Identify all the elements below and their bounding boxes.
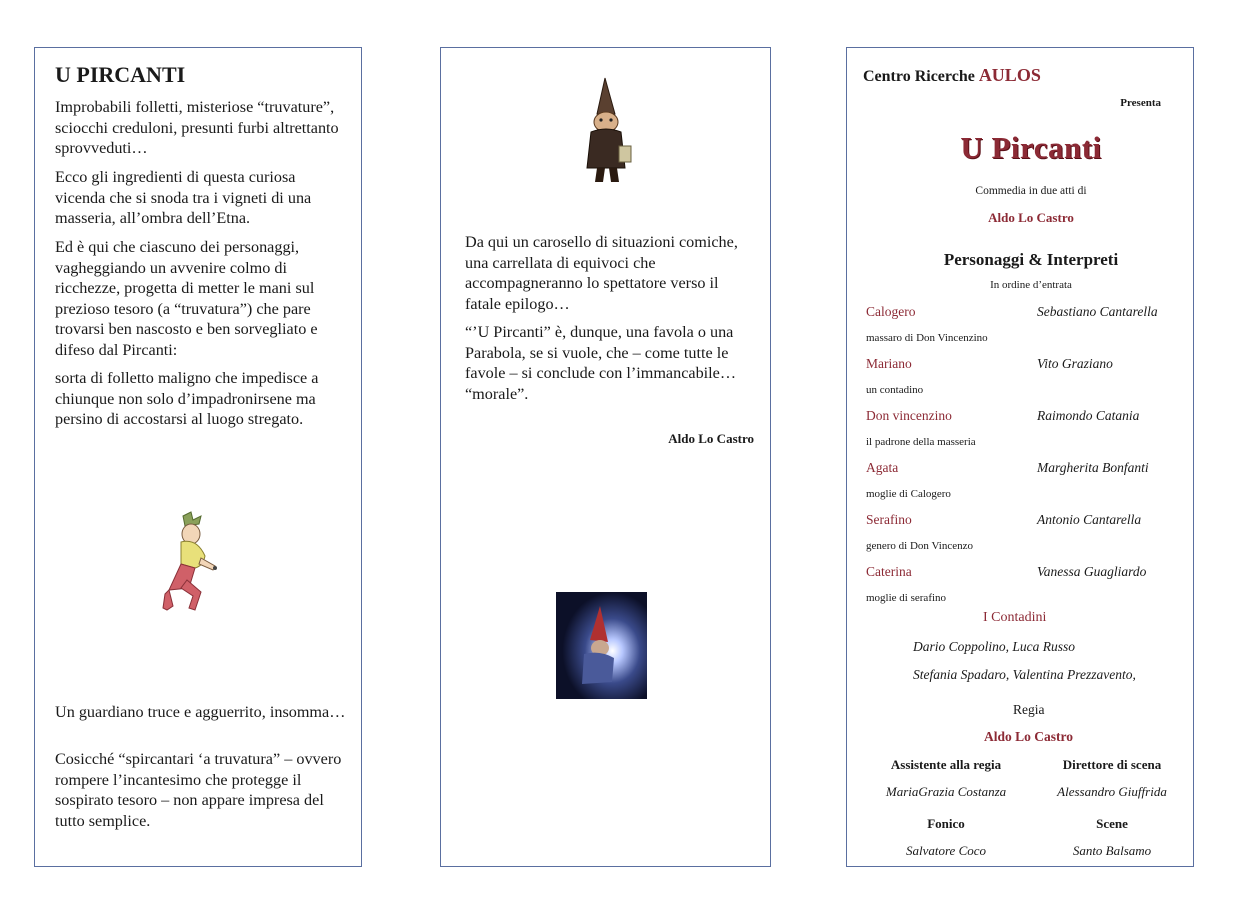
subtitle: Commedia in due atti di	[975, 185, 1087, 197]
cast-actor-name: Sebastiano Cantarella	[1037, 304, 1158, 319]
elf-illustration	[155, 510, 225, 616]
guardian-paragraph: Un guardiano truce e agguerrito, insomma…	[55, 703, 346, 721]
aulos-label: AULOS	[978, 65, 1041, 85]
contadini-heading: I Contadini	[983, 610, 1047, 625]
producer-line	[863, 65, 1041, 86]
intro-paragraph: Improbabili folletti, misteriose “truvature”, sciocchi creduloni, presunti furbi altrettanto sprovveduti…	[55, 98, 339, 157]
panel-right	[846, 47, 1194, 867]
contadini-line-2: Stefania Spadaro, Valentina Prezzavento,	[913, 667, 1136, 682]
cast-actor-name: Raimondo Catania	[1037, 408, 1140, 423]
carousel-paragraph: Da qui un carosello di situazioni comiche, una carrellata di equivoci che accompagneranno lo spettatore verso il fatale epilogo…	[465, 233, 738, 313]
spell-paragraph: Cosicché “spircantari ‘a truvatura” – ovvero rompere l’incantesimo che protegge il sospirato tesoro – non appare impresa del tutto semplice.	[55, 750, 342, 830]
scenery-name: Santo Balsamo	[1072, 843, 1152, 858]
cast-character-name: Don vincenzino	[866, 408, 952, 423]
stage-director-name: Alessandro Giuffrida	[1057, 784, 1167, 799]
ingredients-paragraph: Ecco gli ingredienti di questa curiosa vicenda che si snoda tra i vigneti di una masseria, all’ombra dell’Etna.	[55, 168, 312, 227]
author-name: Aldo Lo Castro	[988, 210, 1074, 225]
cast-role-description: genero di Don Vincenzo	[866, 540, 973, 552]
show-title: U Pircanti	[960, 130, 1102, 165]
cast-character-name: Serafino	[866, 512, 912, 527]
stage-director-label: Direttore di scena	[1062, 757, 1162, 772]
presenta-label: Presenta	[1120, 97, 1161, 109]
fable-paragraph: “’U Pircanti” è, dunque, una favola o una Parabola, se si vuole, che – come tutte le favole – si conclude con l’immancabile… “morale”.	[465, 323, 737, 403]
panel-left	[34, 47, 362, 867]
cast-role-description: un contadino	[866, 384, 924, 396]
panel-title: U PIRCANTI	[55, 62, 186, 87]
cast-actor-name: Antonio Cantarella	[1037, 512, 1142, 527]
contadini-line-1: Dario Coppolino, Luca Russo	[913, 639, 1076, 654]
regia-label: Regia	[1013, 702, 1045, 717]
cast-role-description: il padrone della masseria	[866, 436, 976, 448]
treasure-paragraph: Ed è qui che ciascuno dei personaggi, vagheggiando un avvenire colmo di ricchezze, progetta di metter le mani sul prezioso tesoro (a “truvatura”) che pare trovarsi ben nascosto e ben sorvegliato e difeso dal Pircanti:	[55, 238, 318, 359]
cast-role-description: moglie di serafino	[866, 592, 947, 604]
cast-actor-name: Vanessa Guagliardo	[1037, 564, 1147, 579]
cast-role-description: moglie di Calogero	[866, 488, 951, 500]
cast-character-name: Mariano	[866, 356, 912, 371]
assistant-label: Assistente alla regia	[890, 757, 1002, 772]
cast-heading: Personaggi & Interpreti	[943, 250, 1119, 269]
pircanti-paragraph: sorta di folletto maligno che impedisce a chiunque non solo d’impadronirsene ma persino di accostarsi al luogo stregato.	[55, 369, 319, 428]
cast-actor-name: Margherita Bonfanti	[1037, 460, 1149, 475]
scenery-label: Scene	[1096, 816, 1128, 831]
centro-label: Centro Ricerche	[863, 68, 975, 85]
night-gnome-picture	[556, 592, 647, 699]
gnome-illustration	[575, 76, 637, 186]
assistant-name: MariaGrazia Costanza	[885, 784, 1007, 799]
regia-name: Aldo Lo Castro	[984, 729, 1074, 744]
panel-middle	[440, 47, 771, 867]
cast-character-name: Agata	[866, 460, 899, 475]
entrance-order-note: In ordine d’entrata	[990, 279, 1072, 291]
author-signature: Aldo Lo Castro	[668, 431, 754, 446]
cast-character-name: Caterina	[866, 564, 912, 579]
cast-actor-name: Vito Graziano	[1037, 356, 1113, 371]
cast-role-description: massaro di Don Vincenzino	[866, 332, 988, 344]
sound-name: Salvatore Coco	[905, 843, 987, 858]
sound-label: Fonico	[927, 816, 965, 831]
cast-character-name: Calogero	[866, 304, 916, 319]
